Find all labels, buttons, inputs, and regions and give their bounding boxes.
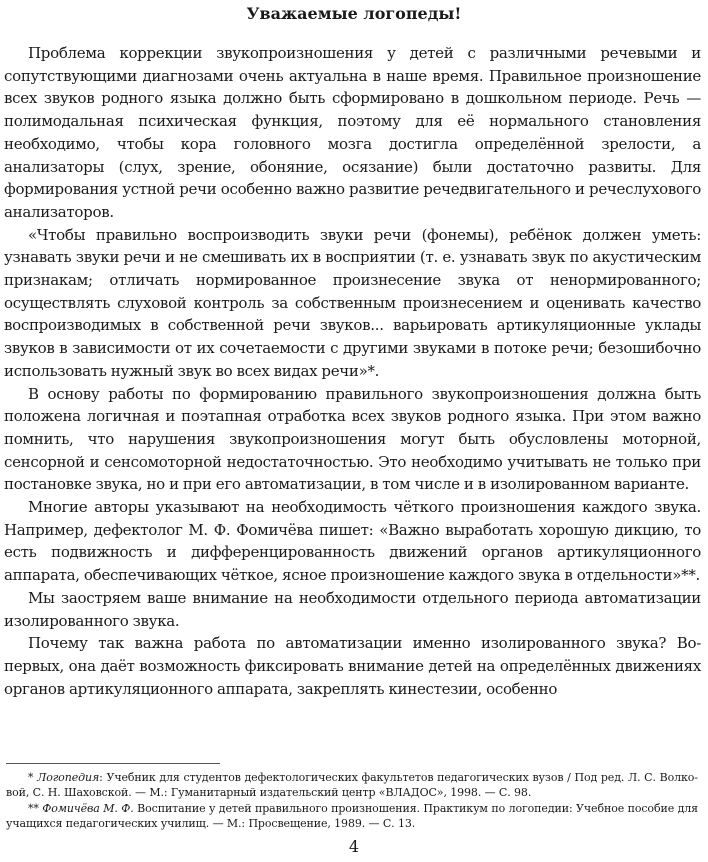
- footnote-1-author: Логопедия: [37, 771, 100, 784]
- footnote-1: [6, 770, 698, 801]
- footnote-1-text: : Учебник для студентов дефектологических факультетов педагогических вузов / Под ред. Л. С. Волковой, С. Н. Шаховской. — М.: Гуманитарный издательский центр «ВЛАДОС», 1998. — С. 98.: [6, 771, 698, 800]
- paragraph-2: «Чтобы правильно воспроизводить звуки речи (фонемы), ребёнок должен уметь: узнавать звуки речи и не смешивать их в восприятии (т. е. узнавать звук по акустическим признакам; отличать нормированное произнесение звука от ненормированного; осуществлять слуховой контроль за собственным произнесением и оценивать качество воспроизводимых в собственной речи звуков... варьировать артикуляционные уклады звуков в зависимости от их сочетаемости с другими звуками в потоке речи; безошибочно использовать нужный звук во всех видах речи»*.: [4, 225, 701, 380]
- paragraph-1: Проблема коррекции звукопроизношения у детей с различными речевыми и сопутствующими диагнозами очень актуальна в наше время. Правильное произношение всех звуков родного языка должно быть сформировано в дошкольном периоде. Речь — полимодальная психическая функция, поэтому для её нормального становления необходимо, чтобы кора головного мозга достигла определённой зрелости, а анализаторы (слух, зрение, обоняние, осязание) были достаточно развиты. Для формирования устной речи особенно важно развитие речедвигательного и речеслухового анализаторов.: [4, 44, 701, 221]
- paragraph-5: Мы заостряем ваше внимание на необходимости отдельного периода автоматизации изолированного звука.: [4, 588, 701, 630]
- footnote-1-marker: *: [28, 771, 34, 784]
- footnote-2: [6, 801, 698, 832]
- footnote-2-marker: **: [28, 801, 39, 815]
- main-text: [4, 42, 701, 700]
- page-number: 4: [348, 837, 360, 856]
- paragraph-6: Почему так важна работа по автоматизации именно изолированного звука? Во-первых, она даёт возможность фиксировать внимание детей на определённых движениях органов артикуляционного аппарата, закреплять кинестезии, особенно: [4, 634, 701, 698]
- footnote-2-author: Фомичёва М. Ф.: [42, 801, 134, 815]
- paragraph-4: Многие авторы указывают на необходимость чёткого произношения каждого звука. Например, дефектолог М. Ф. Фомичёва пишет: «Важно выработать хорошую дикцию, то есть подвижность и дифференцированность движений органов артикуляционного аппарата, обеспечивающих чёткое, ясное произношение каждого звука в отдельности»**.: [4, 498, 701, 585]
- paragraph-3: В основу работы по формированию правильного звукопроизношения должна быть положена логичная и поэтапная отработка всех звуков родного языка. При этом важно помнить, что нарушения звукопроизношения могут быть обусловлены моторной, сенсорной и сенсомоторной недостаточностью. Это необходимо учитывать не только при постановке звука, но и при его автоматизации, в том числе и в изолированном варианте.: [4, 384, 701, 494]
- footnote-2-text: Воспитание у детей правильного произношения. Практикум по логопедии: Учебное пособие для учащихся педагогических училищ. — М.: Просвещение, 1989. — С. 13.: [6, 801, 698, 830]
- footnotes: [6, 770, 698, 831]
- page-title: Уважаемые логопеды!: [246, 4, 462, 23]
- footnote-divider: [6, 763, 220, 764]
